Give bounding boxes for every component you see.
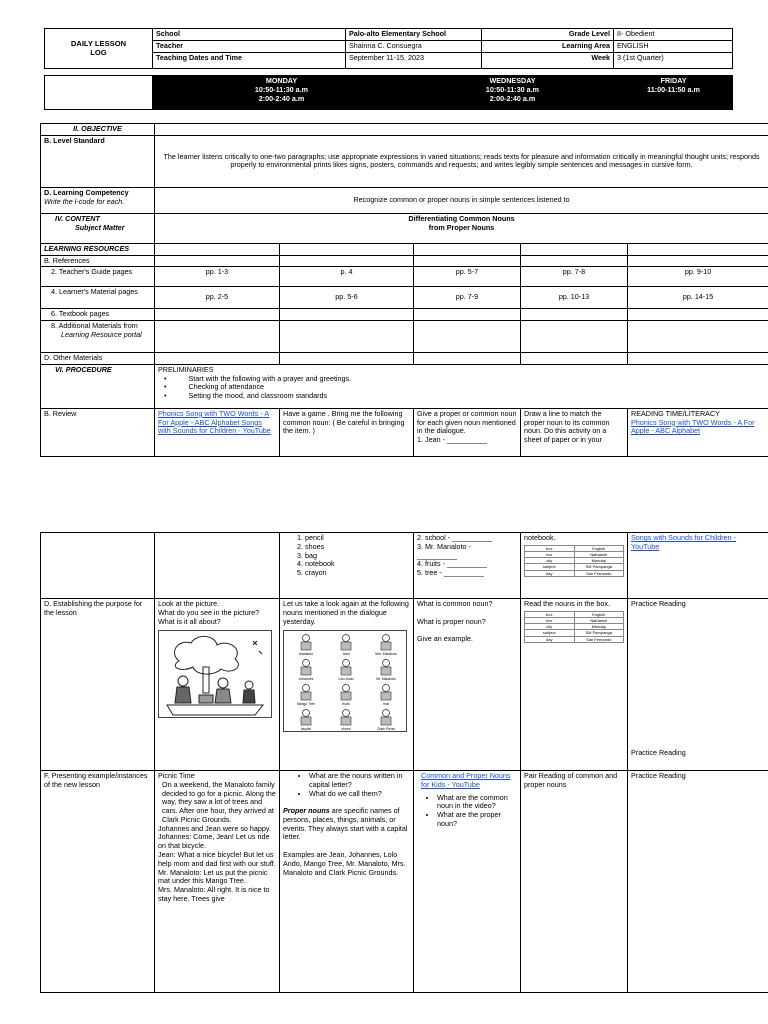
present-tue: • What are the nouns written in capital letter? • What do we call them? Proper nouns are specific names of persons, places, things, animals, or events. They always start with a capital letter. Examples are Jean, Johannes, Lolo Ando, Mango Tree, Mr. Manaloto, Mrs. Manaloto and Clark Picnic Grounds. (280, 771, 414, 993)
establish-wed: What is common noun? What is proper noun? Give an example. (414, 599, 521, 771)
present-fri: Practice Reading (628, 771, 768, 993)
tg-thu: pp. 7-8 (521, 267, 628, 287)
establish-tue: Let us take a look again at the following nouns mentioned in the dialogue yesterday. Manaloto Jean Mrs. Manaloto Johannes Lolo Ando Mr. Manaloto Mango Tree fruits mat bicycle shoes Clark Picnic (280, 599, 414, 771)
review-wed: Give a proper or common noun for each given noun mentioned in the dialogue. 1. Jean - __________ (414, 408, 521, 456)
match-table: box English rice Nathaniel city Monday subject SM Pampanga day San Fernando (524, 545, 624, 577)
noun-picture (299, 635, 313, 657)
resources-heading: LEARNING RESOURCES (41, 243, 155, 255)
lm-fri: pp. 14-15 (628, 287, 768, 309)
noun-picture (299, 660, 314, 682)
school-label: School (153, 29, 346, 41)
level-standard-text: The learner listens critically to one-two paragraphs; use appropriate expressions in varied situations; reads texts for pleasure and information critically in meaningful thought units; responds properly to environmental prints likes signs, posters, commands and requests; and writes legibly simple sentences and messages in cursive form. (155, 135, 768, 187)
teacher-value: Shainna C. Consuegra (346, 40, 482, 52)
days-table (44, 75, 733, 110)
grade-label: Grade Level (482, 29, 614, 41)
competency-text: Recognize common or proper nouns in simple sentences listened to (155, 187, 768, 213)
establish-mon: Look at the picture. What do you see in the picture? What is it all about? (155, 599, 280, 771)
nouns-picture-grid (283, 630, 407, 732)
tg-mon: pp. 1-3 (155, 267, 280, 287)
week-value: 3 (1st Quarter) (614, 52, 733, 68)
lm-thu: pp. 10-13 (521, 287, 628, 309)
day-monday: MONDAY 10:50-11:30 a.m 2:00-2:40 a.m (153, 76, 411, 110)
svg-text:shoes: shoes (341, 727, 351, 732)
content-heading: IV. CONTENT Subject Matter (41, 213, 155, 243)
week-label: Week (482, 52, 614, 68)
review-mon-link[interactable]: Phonics Song with TWO Words - A For Apple - ABC Alphabet Songs with Sounds for Children - YouTube (158, 408, 271, 436)
area-value: ENGLISH (614, 40, 733, 52)
present-wed: Common and Proper Nouns for Kids - YouTube • What are the common noun in the video? • What are the proper noun? (414, 771, 521, 993)
review-fri-link[interactable]: Phonics Song with TWO Words - A For Apple - ABC Alphabet (631, 417, 755, 436)
present-label: F. Presenting example/instances of the new lesson (41, 771, 155, 993)
svg-text:Lolo Ando: Lolo Ando (338, 677, 354, 682)
review-thu-cont: notebook. box English rice Nathaniel city Monday subject SM Pampanga day San Fernando (521, 533, 628, 599)
review-tue-items: 1. pencil 2. shoes 3. bag 4. notebook 5. crayon (280, 533, 414, 599)
review-label: B. Review (41, 408, 155, 456)
teacher-label: Teacher (153, 40, 346, 52)
noun-picture (381, 685, 391, 707)
dll-title: DAILY LESSON LOG (45, 29, 153, 69)
review-fri: READING TIME/LITERACY Phonics Song with TWO Words - A For Apple - ABC Alphabet (628, 408, 768, 456)
svg-text:Mr. Manaloto: Mr. Manaloto (376, 677, 396, 682)
review-fri-link-cont[interactable]: Songs with Sounds for Children - YouTube (631, 533, 737, 551)
svg-text:Clark Picnic: Clark Picnic (377, 727, 395, 732)
preliminaries: PRELIMINARIES • Start with the following with a prayer and greetings. • Checking of attendance • Setting the mood, and classroom standards (155, 364, 768, 408)
procedure-heading: VI. PROCEDURE (41, 364, 155, 408)
objective-heading: II. OBJECTIVE (41, 124, 155, 136)
other-materials-label: D. Other Materials (41, 353, 155, 365)
textbook-label: 6. Textbook pages (41, 309, 155, 321)
tg-label: 2. Teacher's Guide pages (41, 267, 155, 287)
grade-value: II- Obedient (614, 29, 733, 41)
competency-label: D. Learning Competency Write the l-code for each. (41, 187, 155, 213)
noun-picture (341, 685, 351, 707)
noun-picture (338, 660, 353, 682)
review-wed-items: 2. school - __________ 3. Mr. Manaloto - __________ 4. fruits - __________ 5. tree - __________ (414, 533, 521, 599)
tg-wed: pp. 5-7 (414, 267, 521, 287)
present-mon: Picnic Time On a weekend, the Manaloto family decided to go for a picnic. Along the way, they saw a lot of trees and cars. After one hour, they arrived at Clark Picnic Grounds. Johannes and Jean were so happy. Johannes: Come, Jean! Let us ride on that bicycle. Jean: What a nice bicycle! But let us help mom and dad first with our stuff. Mr. Manaloto: Let us put the picnic mat under this Mango Tree. Mrs. Manaloto: All right. It is nice to stay here. Trees give (155, 771, 280, 993)
noun-picture (297, 685, 315, 707)
lm-label: 4. Learner's Material pages (41, 287, 155, 309)
day-friday: FRIDAY 11:00-11:50 a.m (615, 76, 733, 110)
lm-wed: pp. 7-9 (414, 287, 521, 309)
svg-text:Jean: Jean (342, 652, 350, 657)
review-tue: Have a game . Bring me the following common noun: ( Be careful in bringing the item. ) (280, 408, 414, 456)
school-value: Palo-alto Elementary School (346, 29, 482, 41)
svg-text:bicycle: bicycle (300, 727, 312, 732)
noun-picture (341, 710, 351, 732)
establish-label: D. Establishing the purpose for the lesson (41, 599, 155, 771)
references-label: B. References (41, 255, 155, 267)
tg-fri: pp. 9-10 (628, 267, 768, 287)
establish-fri: Practice Reading Practice Reading (628, 599, 768, 771)
area-label: Learning Area (482, 40, 614, 52)
additional-label: 8. Additional Materials from Learning Resource portal (41, 321, 155, 353)
review-thu: Draw a line to match the proper noun to its common noun. Do this activity on a sheet of paper or in your (521, 408, 628, 456)
content-subject: Differentiating Common Nouns from Proper Nouns (155, 213, 768, 243)
noun-picture (301, 710, 311, 732)
noun-picture (341, 635, 351, 657)
day-wednesday: WEDNESDAY 10:50-11:30 a.m 2:00-2:40 a.m (411, 76, 615, 110)
nouns-box-table: box English rice Nathaniel city Monday subject SM Pampanga day San Fernando (524, 611, 624, 643)
dates-label: Teaching Dates and Time (153, 52, 346, 68)
svg-text:Mrs. Manaloto: Mrs. Manaloto (375, 652, 397, 657)
svg-text:mat: mat (383, 702, 389, 707)
svg-text:Johannes: Johannes (298, 677, 314, 682)
present-thu: Pair Reading of common and proper nouns (521, 771, 628, 993)
picnic-illustration (158, 630, 272, 718)
noun-picture (377, 710, 395, 732)
svg-text:fruits: fruits (342, 702, 350, 707)
tg-tue: p. 4 (280, 267, 414, 287)
lm-mon: pp. 2-5 (155, 287, 280, 309)
present-wed-link[interactable]: Common and Proper Nouns for Kids - YouTube (421, 771, 511, 789)
header-table (44, 28, 733, 69)
lesson-table-2 (40, 532, 768, 993)
noun-picture (375, 635, 397, 657)
level-standard-label: B. Level Standard (41, 135, 155, 187)
days-blank (45, 76, 153, 110)
lesson-table-1 (40, 123, 768, 457)
establish-thu: Read the nouns in the box. box English rice Nathaniel city Monday subject SM Pampanga day San Fernando (521, 599, 628, 771)
noun-picture (376, 660, 396, 682)
dates-value: September 11-15, 2023 (346, 52, 482, 68)
svg-text:Mango Tree: Mango Tree (296, 702, 316, 707)
lm-tue: pp. 5-6 (280, 287, 414, 309)
svg-text:Manaloto: Manaloto (299, 652, 313, 657)
